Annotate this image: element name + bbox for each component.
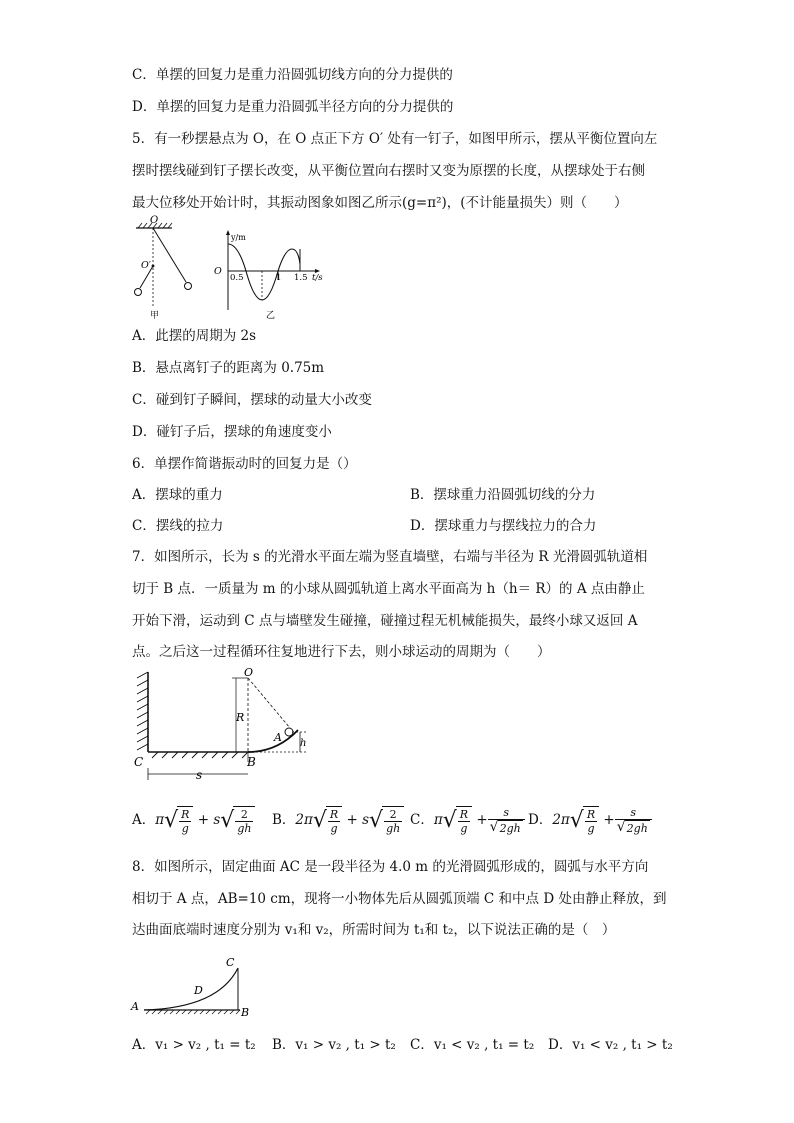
frac-den: gh — [386, 822, 401, 835]
graph-xlabel: t/s — [312, 273, 323, 283]
label-Oprime: O′ — [141, 260, 151, 271]
q7-option-c: C．π√ $\frac{R}{g}$ + $\frac{s}{√2gh}$ — [410, 806, 525, 835]
pi: π — [155, 812, 165, 828]
q7-stem-line2: 切于 B 点．一质量为 m 的小球从圆弧轨道上离水平面高为 h（h＝ R）的 A 点由静止 — [132, 581, 645, 597]
pendulum-caption: 甲 — [150, 311, 160, 321]
graph-ylabel: y/m — [231, 233, 246, 242]
frac-den: g — [587, 822, 595, 835]
q5-stem-line2: 摆时摆线碰到钉子摆长改变，从平衡位置向右摆时又变为原摆的长度，从摆球处于右侧 — [132, 163, 645, 179]
label-A: A — [274, 731, 282, 744]
q7-stem-line1: 7．如图所示，长为 s 的光滑水平面左端为竖直墙壁，右端与半径为 R 光滑圆弧轨道相 — [132, 549, 648, 565]
option-d-prev: D．单摆的回复力是重力沿圆弧半径方向的分力提供的 — [132, 99, 454, 115]
frac-den: g — [181, 822, 189, 835]
q8-stem-line3: 达曲面底端时速度分别为 v₁和 v₂，所需时间为 t₁和 t₂，以下说法正确的是（ ） — [132, 922, 616, 938]
q5-option-c: C．碰到钉子瞬间，摆球的动量大小改变 — [132, 392, 372, 408]
frac-den: gh — [237, 822, 252, 835]
q8-option-b: B．v₁ > v₂ , t₁ > t₂ — [272, 1037, 396, 1053]
frac-den: g — [460, 822, 468, 835]
tick-15: 1.5 — [294, 273, 308, 283]
two-pi: 2π — [552, 812, 570, 828]
label-O: O — [150, 215, 159, 226]
q7-b-label: B． — [272, 812, 296, 828]
ball-A — [285, 728, 293, 736]
q7-stem-line4: 点。之后这一过程循环往复地进行下去，则小球运动的周期为（ ） — [132, 644, 551, 660]
q5-option-d: D．碰钉子后，摆球的角速度变小 — [132, 424, 332, 440]
q8-figure-svg — [128, 954, 258, 1020]
frac-den: g — [330, 822, 338, 835]
q7-figure-svg — [132, 666, 308, 784]
pi: π — [433, 812, 443, 828]
q7-option-a: A．π√ $\frac{R}{g}$ + s√ $\frac{2}{gh}$ — [132, 806, 255, 835]
frac-num: R — [181, 808, 190, 821]
plus: + — [603, 812, 615, 828]
label-C: C — [134, 755, 144, 769]
frac-num: R — [459, 808, 469, 821]
label-B: B — [247, 755, 256, 769]
q6-option-c: C．摆线的拉力 — [132, 518, 224, 534]
frac-num: 2 — [235, 808, 253, 822]
q8-stem-line1: 8．如图所示，固定曲面 AC 是一段半径为 4.0 m 的光滑圆弧形成的，圆弧与水平方向 — [132, 859, 649, 875]
q7-option-b: B．2π√ $\frac{R}{g}$ + s√ $\frac{2}{gh}$ — [272, 806, 404, 835]
q8-option-c: C．v₁ < v₂ , t₁ = t₂ — [410, 1037, 535, 1053]
frac-num: s — [615, 806, 652, 820]
q8-option-d: D．v₁ < v₂ , t₁ > t₂ — [548, 1037, 673, 1053]
q7-d-label: D． — [528, 812, 553, 828]
q5-option-a: A．此摆的周期为 2s — [132, 328, 257, 344]
frac-den: 2gh — [626, 822, 648, 835]
plus-s: + s — [346, 812, 370, 828]
q6-stem: 6．单摆作简谐振动时的回复力是（） — [132, 456, 357, 472]
frac-num: 2 — [384, 808, 402, 822]
vibration-graph — [214, 230, 323, 321]
graph-origin: O — [214, 266, 222, 277]
graph-caption: 乙 — [266, 311, 276, 321]
q8-option-a: A．v₁ > v₂ , t₁ = t₂ — [132, 1037, 256, 1053]
q5-stem-line3: 最大位移处开始计时，其振动图象如图乙所示(g=π²)，(不计能量损失）则（ ） — [132, 195, 628, 211]
q7-stem-line3: 开始下滑，运动到 C 点与墙壁发生碰撞，碰撞过程无机械能损失，最终小球又返回 A — [132, 613, 638, 629]
option-c-prev: C．单摆的回复力是重力沿圆弧切线方向的分力提供的 — [132, 67, 453, 83]
pendulum-diagram — [135, 215, 192, 321]
label-B: B — [241, 1006, 250, 1019]
curved-surface — [144, 968, 238, 1010]
q5-figure — [128, 214, 328, 322]
label-O: O — [244, 666, 254, 679]
q8-stem-line2: 相切于 A 点，AB=10 cm，现将一小物体先后从圆弧顶端 C 和中点 D 处由静止释放，到 — [132, 891, 667, 907]
frac-den: 2gh — [499, 822, 521, 835]
frac-num: R — [586, 808, 596, 821]
label-R: R — [236, 711, 245, 724]
frac-num: s — [488, 806, 525, 820]
q7-figure — [132, 666, 308, 784]
graph-curve — [228, 244, 300, 300]
label-D: D — [194, 984, 203, 997]
q7-option-d: D．2π√ $\frac{R}{g}$ + $\frac{s}{√2gh}$ — [528, 806, 652, 835]
tick-1: 1 — [276, 273, 282, 283]
q7-c-label: C． — [410, 812, 434, 828]
label-h: h — [300, 738, 307, 749]
label-C: C — [226, 956, 235, 969]
q6-option-b: B．摆球重力沿圆弧切线的分力 — [410, 487, 596, 503]
q6-option-d: D．摆球重力与摆线拉力的合力 — [410, 518, 597, 534]
bob-right — [185, 283, 192, 290]
q5-option-b: B．悬点离钉子的距离为 0.75m — [132, 360, 325, 376]
q7-a-label: A． — [132, 812, 156, 828]
frac-num: R — [329, 808, 339, 821]
bob-left — [135, 289, 142, 296]
plus: + — [476, 812, 488, 828]
label-s: s — [196, 768, 203, 782]
q5-figure-svg — [128, 214, 328, 322]
q6-option-a: A．摆球的重力 — [132, 487, 223, 503]
q5-stem-line1: 5．有一秒摆悬点为 O，在 O 点正下方 O′ 处有一钉子，如图甲所示，摆从平衡位置向左 — [132, 131, 658, 147]
label-A: A — [131, 1000, 139, 1013]
tick-05: 0.5 — [230, 273, 244, 283]
q8-figure — [128, 954, 258, 1020]
two-pi: 2π — [295, 812, 313, 828]
plus-s: + s — [197, 812, 221, 828]
